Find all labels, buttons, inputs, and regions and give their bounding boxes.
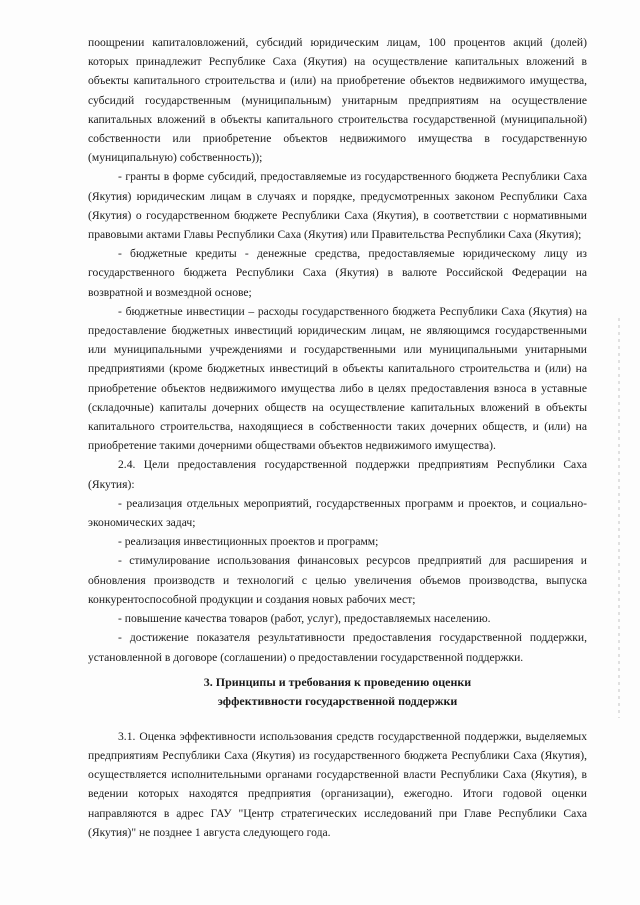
list-item-goal-programs: - реализация отдельных мероприятий, государственных программ и проектов, и социально-экономических задач; bbox=[88, 496, 587, 530]
list-item-goal-quality: - повышение качества товаров (работ, услуг), предоставляемых населению. bbox=[118, 612, 491, 626]
section-heading bbox=[88, 673, 587, 711]
scan-margin-mark bbox=[618, 318, 620, 718]
list-item-goal-financial-resources: - стимулирование использования финансовых ресурсов предприятий для расширения и обновления производств и технологий с целью увеличения объемов производства, выпуска конкурентоспособной продукции и создания новых рабочих мест; bbox=[88, 554, 587, 606]
paragraph-subsidies-continuation: поощрении капиталовложений, субсидий юридическим лицам, 100 процентов акций (долей) которых принадлежит Республике Саха (Якутия) на осуществление капитальных вложений в объекты капитального строительства и (или) на приобретение объектов недвижимого имущества, субсидий государственным (муниципальным) унитарным предприятиям на осуществление капитальных вложений в объекты капитального строительства государственной (муниципальной) собственности или приобретение объектов недвижимого имущества в государственную (муниципальную) собственность)); bbox=[88, 36, 587, 165]
list-item-goal-performance-indicator: - достижение показателя результативности предоставления государственной поддержки, установленной в договоре (соглашении) о предоставлении государственной поддержки. bbox=[88, 631, 587, 664]
section-heading-line-2: эффективности государственной поддержки bbox=[217, 693, 458, 708]
paragraph-support-goals: 2.4. Цели предоставления государственной поддержки предприятиям Республики Саха (Якутия): bbox=[88, 458, 587, 491]
list-item-goal-investment-projects: - реализация инвестиционных проектов и программ; bbox=[118, 535, 379, 549]
section-heading-line-1: 3. Принципы и требования к проведению оценки bbox=[203, 674, 472, 689]
paragraph-3-1: 3.1. Оценка эффективности использования средств государственной поддержки, выделяемых предприятиям Республики Саха (Якутия) из государственного бюджета Республики Саха (Якутия), осуществляется исполнительными органами государственной власти Республики Саха (Якутия), в ведении которых находятся предприятия (организации), ежегодно. Итоги годовой оценки направляются в адрес ГАУ "Центр стратегических исследований при Главе Республики Саха (Якутия)" не позднее 1 августа следующего года. bbox=[88, 729, 587, 839]
paragraph-budget-investments: - бюджетные инвестиции – расходы государственного бюджета Республики Саха (Якутия) на предоставление бюджетных инвестиций юридическим лицам, не являющимся государственными или муниципальными учреждениями и государственными или муниципальными унитарными предприятиями (кроме бюджетных инвестиций в объекты капитального строительства и (или) на приобретение объектов недвижимого имущества либо в целях предоставления взноса в уставные (складочные) капиталы дочерних обществ на осуществление капитальных вложений в объекты капитального строительства, находящиеся в собственности таких дочерних обществ, и (или) на приобретение такими дочерними обществами объектов недвижимого имущества). bbox=[88, 304, 587, 453]
paragraph-budget-credits: - бюджетные кредиты - денежные средства, предоставляемые юридическому лицу из государственного бюджета Республики Саха (Якутия) в валюте Российской Федерации на возвратной и возмездной основе; bbox=[88, 247, 587, 299]
document-body bbox=[88, 33, 587, 842]
paragraph-grants: - гранты в форме субсидий, предоставляемые из государственного бюджета Республики Саха (Якутия) юридическим лицам в случаях и порядке, предусмотренных законом Республики Саха (Якутия) о государственном бюджете Республики Саха (Якутия), в соответствии с нормативными правовыми актами Главы Республики Саха (Якутия) или Правительства Республики Саха (Якутия); bbox=[88, 170, 587, 242]
